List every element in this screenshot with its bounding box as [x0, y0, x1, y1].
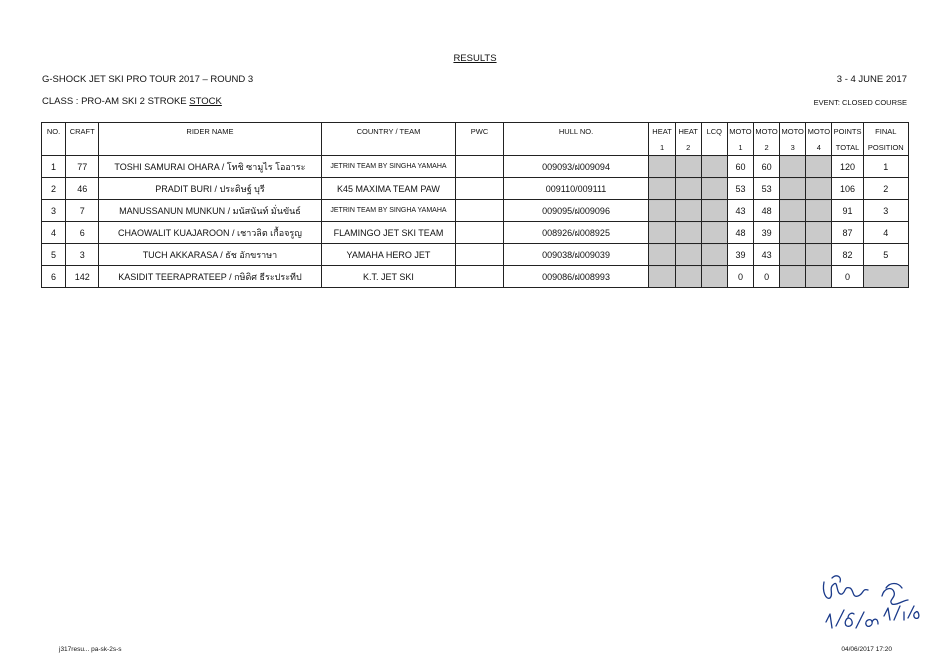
- cell-moto-4: [806, 178, 832, 200]
- cell-moto-4: [806, 156, 832, 178]
- table-row: [42, 266, 909, 288]
- cell-moto-1: 60: [727, 156, 753, 178]
- cell-heat-2: [675, 178, 701, 200]
- cell-total: 0: [832, 266, 863, 288]
- cell-final: 4: [863, 222, 908, 244]
- cell-heat-1: [649, 222, 675, 244]
- header-row-1: [42, 123, 909, 140]
- cell-craft: 46: [66, 178, 99, 200]
- col-lcq-sub: [701, 139, 727, 156]
- cell-hull: 009095/ฝ009096: [503, 200, 649, 222]
- cell-moto-4: [806, 244, 832, 266]
- cell-team: JETRIN TEAM BY SINGHA YAMAHA: [321, 156, 456, 178]
- event-date: 3 - 4 JUNE 2017: [836, 74, 907, 85]
- col-heat-2-num: 2: [675, 139, 701, 156]
- col-total: TOTAL: [832, 139, 863, 156]
- cell-heat-2: [675, 156, 701, 178]
- col-moto-4-label: MOTO: [806, 123, 832, 140]
- col-hull: HULL NO.: [503, 123, 649, 140]
- col-moto-2-label: MOTO: [754, 123, 780, 140]
- cell-moto-2: 60: [754, 156, 780, 178]
- cell-rider: PRADIT BURI / ประดิษฐ์ บุรี: [99, 178, 321, 200]
- col-final: FINAL: [863, 123, 908, 140]
- col-craft: CRAFT: [66, 123, 99, 140]
- cell-lcq: [701, 244, 727, 266]
- cell-rider: CHAOWALIT KUAJAROON / เชาวลิต เกื้อจรูญ: [99, 222, 321, 244]
- cell-hull: 008926/ฝ008925: [503, 222, 649, 244]
- col-heat-1-num: 1: [649, 139, 675, 156]
- class-prefix: CLASS : PRO-AM SKI 2 STROKE: [42, 96, 190, 107]
- cell-craft: 142: [66, 266, 99, 288]
- col-rider: RIDER NAME: [99, 123, 321, 140]
- cell-craft: 6: [66, 222, 99, 244]
- cell-team: FLAMINGO JET SKI TEAM: [321, 222, 456, 244]
- cell-lcq: [701, 156, 727, 178]
- cell-hull: 009086/ฝ008993: [503, 266, 649, 288]
- cell-lcq: [701, 222, 727, 244]
- col-hull-sub: [503, 139, 649, 156]
- cell-moto-1: 43: [727, 200, 753, 222]
- cell-moto-4: [806, 200, 832, 222]
- cell-pwc: [456, 266, 503, 288]
- col-rider-sub: [99, 139, 321, 156]
- col-country: COUNTRY / TEAM: [321, 123, 456, 140]
- table-row: [42, 222, 909, 244]
- cell-total: 87: [832, 222, 863, 244]
- cell-craft: 3: [66, 244, 99, 266]
- cell-team: K.T. JET SKI: [321, 266, 456, 288]
- col-points: POINTS: [832, 123, 863, 140]
- class-stock: STOCK: [189, 96, 222, 107]
- cell-pwc: [456, 222, 503, 244]
- cell-no: 1: [42, 156, 66, 178]
- table-row: [42, 244, 909, 266]
- cell-moto-1: 0: [727, 266, 753, 288]
- cell-moto-2: 43: [754, 244, 780, 266]
- col-pwc-sub: [456, 139, 503, 156]
- event-title: G-SHOCK JET SKI PRO TOUR 2017 – ROUND 3: [42, 74, 254, 85]
- cell-craft: 7: [66, 200, 99, 222]
- cell-no: 5: [42, 244, 66, 266]
- cell-craft: 77: [66, 156, 99, 178]
- cell-moto-1: 53: [727, 178, 753, 200]
- cell-moto-2: 48: [754, 200, 780, 222]
- cell-moto-2: 53: [754, 178, 780, 200]
- cell-final: 3: [863, 200, 908, 222]
- handwritten-signature: [812, 570, 924, 640]
- cell-team: JETRIN TEAM BY SINGHA YAMAHA: [321, 200, 456, 222]
- cell-heat-2: [675, 200, 701, 222]
- col-heat-2-label: HEAT: [675, 123, 701, 140]
- col-moto-1-label: MOTO: [727, 123, 753, 140]
- cell-total: 106: [832, 178, 863, 200]
- cell-pwc: [456, 178, 503, 200]
- cell-moto-1: 48: [727, 222, 753, 244]
- cell-team: YAMAHA HERO JET: [321, 244, 456, 266]
- cell-heat-1: [649, 178, 675, 200]
- cell-heat-2: [675, 244, 701, 266]
- cell-lcq: [701, 178, 727, 200]
- col-heat-1-label: HEAT: [649, 123, 675, 140]
- footer-file-ref: j317resu... pa-sk-2s-s: [59, 646, 122, 653]
- cell-final: 1: [863, 156, 908, 178]
- cell-moto-2: 0: [754, 266, 780, 288]
- cell-hull: 009093/ฝ009094: [503, 156, 649, 178]
- footer-timestamp: 04/06/2017 17:20: [841, 646, 892, 653]
- cell-heat-2: [675, 266, 701, 288]
- cell-heat-1: [649, 244, 675, 266]
- cell-no: 4: [42, 222, 66, 244]
- cell-heat-1: [649, 156, 675, 178]
- cell-rider: MANUSSANUN MUNKUN / มนัสนันท์ มั่นขันธ์: [99, 200, 321, 222]
- cell-total: 120: [832, 156, 863, 178]
- cell-final: 2: [863, 178, 908, 200]
- table-row: [42, 156, 909, 178]
- cell-moto-3: [780, 200, 806, 222]
- cell-final: [863, 266, 908, 288]
- class-line: [42, 96, 222, 107]
- cell-moto-4: [806, 266, 832, 288]
- cell-rider: TUCH AKKARASA / ธัช อักขราษา: [99, 244, 321, 266]
- cell-no: 3: [42, 200, 66, 222]
- cell-lcq: [701, 266, 727, 288]
- col-no-sub: [42, 139, 66, 156]
- cell-no: 6: [42, 266, 66, 288]
- col-moto-4-num: 4: [806, 139, 832, 156]
- results-title: RESULTS: [453, 53, 497, 64]
- col-no: NO.: [42, 123, 66, 140]
- cell-lcq: [701, 200, 727, 222]
- cell-no: 2: [42, 178, 66, 200]
- col-pwc: PWC: [456, 123, 503, 140]
- col-moto-3-num: 3: [780, 139, 806, 156]
- table-row: [42, 178, 909, 200]
- results-table: [41, 122, 909, 288]
- cell-moto-2: 39: [754, 222, 780, 244]
- cell-heat-1: [649, 200, 675, 222]
- cell-moto-3: [780, 222, 806, 244]
- col-craft-sub: [66, 139, 99, 156]
- cell-total: 82: [832, 244, 863, 266]
- cell-moto-1: 39: [727, 244, 753, 266]
- cell-moto-3: [780, 178, 806, 200]
- event-type: EVENT: CLOSED COURSE: [813, 98, 907, 107]
- cell-hull: 009110/009111: [503, 178, 649, 200]
- cell-moto-4: [806, 222, 832, 244]
- col-lcq: LCQ: [701, 123, 727, 140]
- col-country-sub: [321, 139, 456, 156]
- cell-moto-3: [780, 244, 806, 266]
- cell-final: 5: [863, 244, 908, 266]
- cell-pwc: [456, 156, 503, 178]
- cell-team: K45 MAXIMA TEAM PAW: [321, 178, 456, 200]
- cell-rider: TOSHI SAMURAI OHARA / โทชิ ซามูไร โออาระ: [99, 156, 321, 178]
- cell-pwc: [456, 200, 503, 222]
- cell-heat-2: [675, 222, 701, 244]
- cell-total: 91: [832, 200, 863, 222]
- header-row-2: [42, 139, 909, 156]
- cell-rider: KASIDIT TEERAPRATEEP / กษิดิศ ธีระประทีป: [99, 266, 321, 288]
- col-position: POSITION: [863, 139, 908, 156]
- cell-moto-3: [780, 156, 806, 178]
- col-moto-2-num: 2: [754, 139, 780, 156]
- cell-hull: 009038/ฝ009039: [503, 244, 649, 266]
- cell-heat-1: [649, 266, 675, 288]
- col-moto-3-label: MOTO: [780, 123, 806, 140]
- cell-pwc: [456, 244, 503, 266]
- cell-moto-3: [780, 266, 806, 288]
- col-moto-1-num: 1: [727, 139, 753, 156]
- table-row: [42, 200, 909, 222]
